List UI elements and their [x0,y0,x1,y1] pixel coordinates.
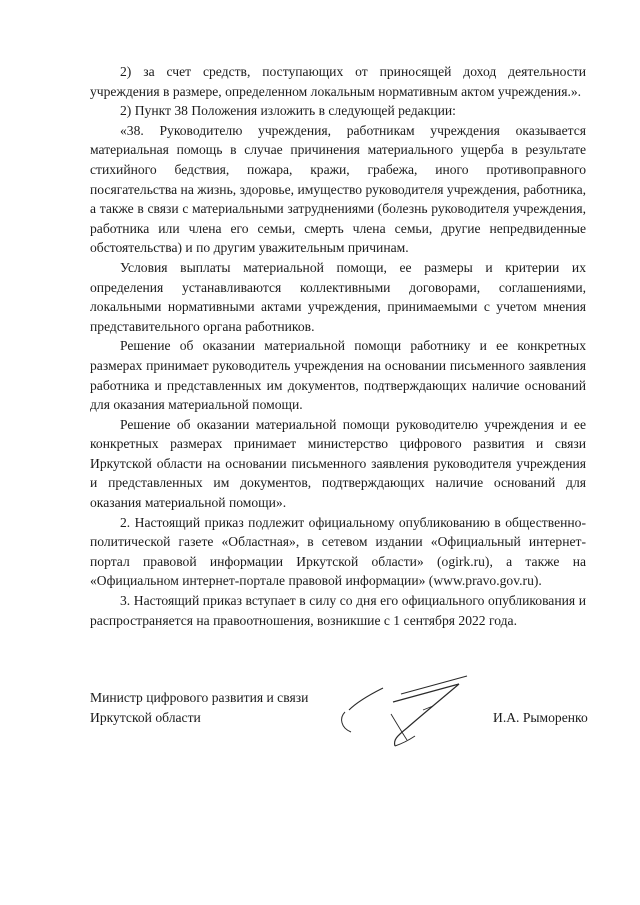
signatory-position-line1: Министр цифрового развития и связи [90,690,309,705]
paragraph-payment-conditions: Условия выплаты материальной помощи, ее размеры и критерии их определения устанавливаются коллективными договорами, соглашениями, локальными нормативными актами учреждения, принимаемыми с учетом мнения представительного органа работников. [90,259,586,334]
paragraph-point-38-intro: 2) Пункт 38 Положения изложить в следующей редакции: [120,103,456,119]
paragraph-worker-decision: Решение об оказании материальной помощи работнику и ее конкретных размерах принимает руководитель учреждения на основании письменного заявления работника и представленных им документов, подтверждающих наличие оснований для оказания материальной помощи. [90,338,586,413]
paragraph-head-decision: Решение об оказании материальной помощи руководителю учреждения и ее конкретных размерах принимает министерство цифрового развития и связи Иркутской области на основании письменного заявления руководителя учреждения и представленных им документов, подтверждающих наличие оснований для оказания материальной помощи». [90,416,586,511]
paragraph-publication: 2. Настоящий приказ подлежит официальному опубликованию в общественно-политической газете «Областная», в сетевом издании «Официальный интернет-портал правовой информации Иркутской области» (ogirk.ru), а также на «Официальном интернет-портале правовой информации» (www.pravo.gov.ru). [90,514,586,589]
document-body [90,62,586,630]
paragraph-point-38: «38. Руководителю учреждения, работникам учреждения оказывается материальная помощь в случае причинения материального ущерба в результате стихийного бедствия, пожара, кражи, грабежа, иного противоправного посягательства на жизнь, здоровье, имущество руководителя учреждения, работника, а также в связи с материальными затруднениями (болезнь руководителя учреждения, работника или члена его семьи, смерть члена семьи, другие непредвиденные обстоятельства) и по другим уважительным причинам. [90,122,587,256]
signatory-position-line2: Иркутской области [90,709,201,725]
paragraph-entry-into-force: 3. Настоящий приказ вступает в силу со дня его официального опубликования и распространяется на правоотношения, возникшие с 1 сентября 2022 года. [90,593,586,628]
signatory-name: И.А. Рыморенко [493,710,588,725]
handwritten-signature [335,666,485,756]
paragraph-funding-source: 2) за счет средств, поступающих от приносящей доход деятельности учреждения в размере, определенном локальным нормативным актом учреждения.». [90,64,586,99]
signatory-position [90,688,308,727]
